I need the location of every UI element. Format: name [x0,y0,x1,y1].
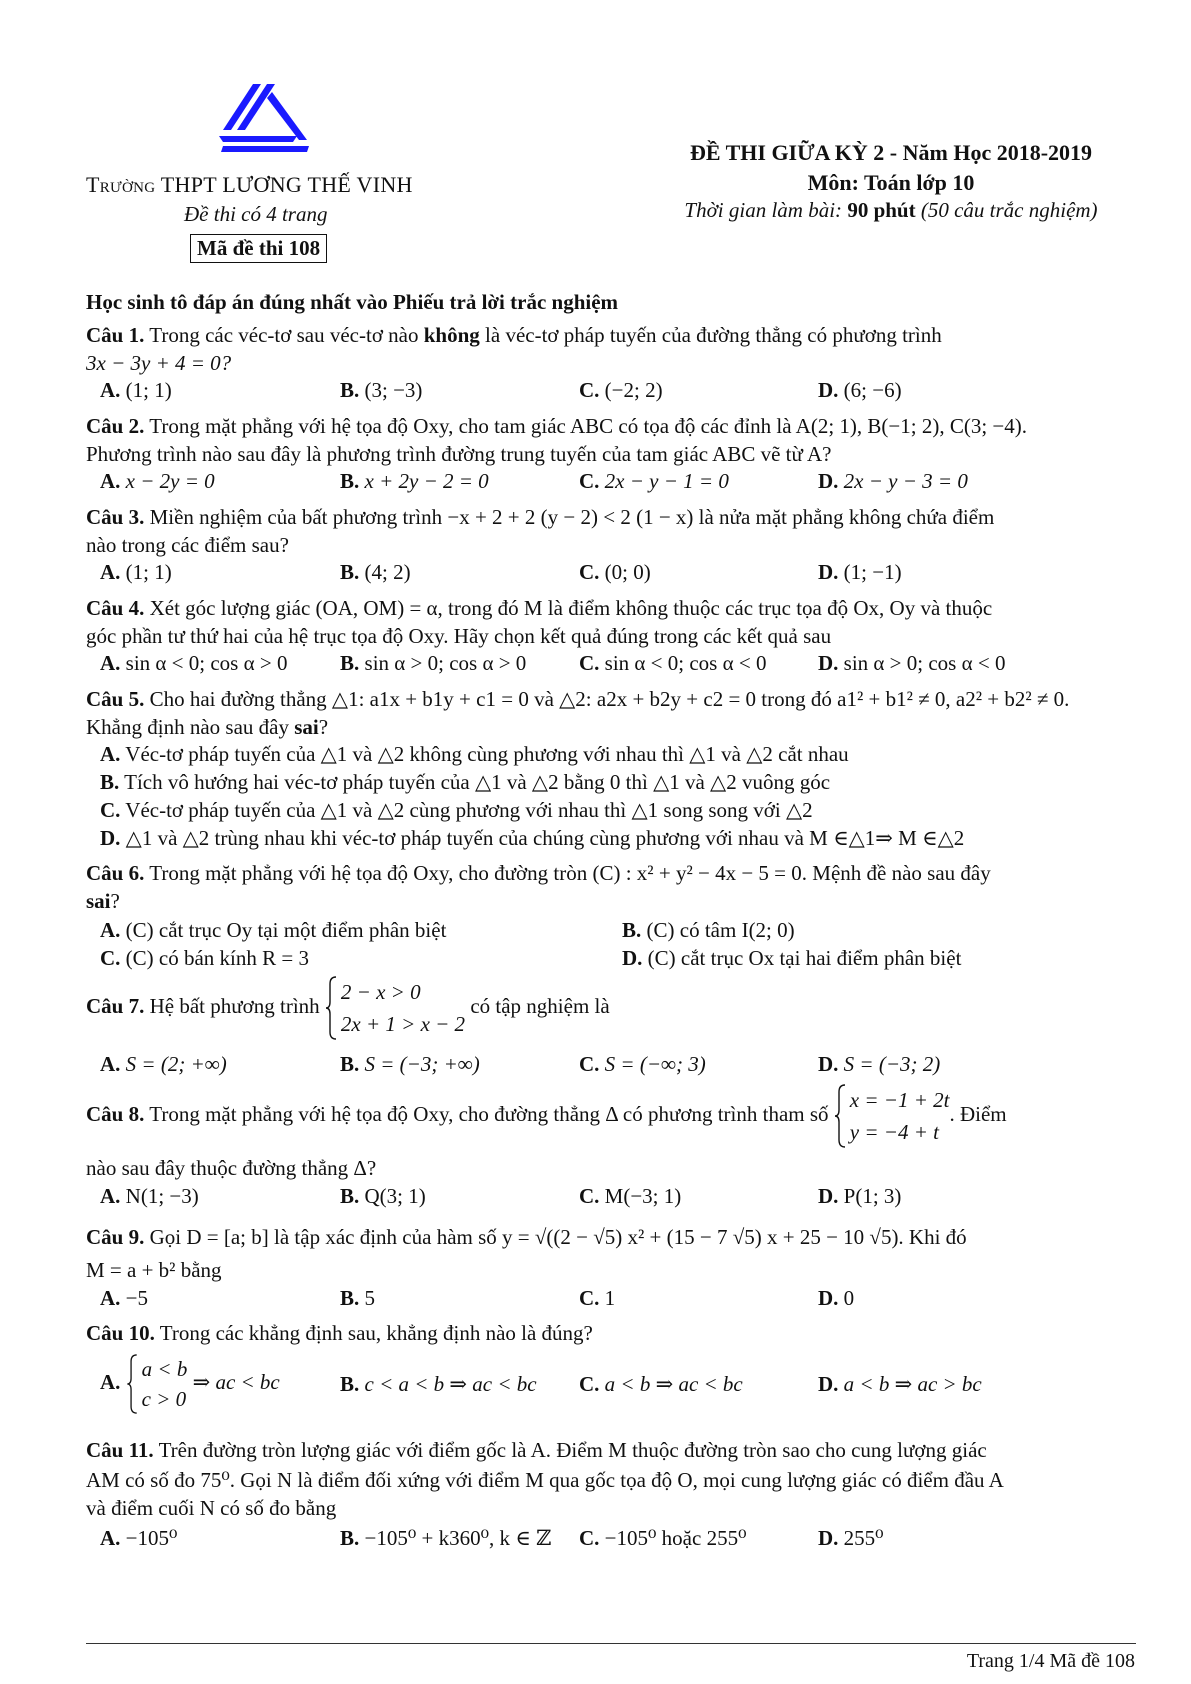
q4-options: A. sin α < 0; cos α > 0 B. sin α > 0; cos α > 0 C. sin α < 0; cos α < 0 D. sin α > 0; cos α < 0 [100,651,1006,675]
q4-text: Câu 4. Xét góc lượng giác (OA, OM) = α, trong đó M là điểm không thuộc các trục tọa độ Ox, Oy và thuộc [86,596,993,620]
brace-icon [834,1084,846,1148]
q9-text: Câu 9. Gọi D = [a; b] là tập xác định của hàm số y = √((2 − √5) x² + (15 − 7 √5) x + 25 − 10 √5). Khi đó [86,1225,967,1249]
q3-options: A. (1; 1) B. (4; 2) C. (0; 0) D. (1; −1) [100,560,902,584]
footer-divider [86,1643,1136,1644]
q6-options-1: A. (C) cắt trục Oy tại một điểm phân biệt B. (C) có tâm I(2; 0) [100,918,795,942]
q1-text: Câu 1. Trong các véc-tơ sau véc-tơ nào không là véc-tơ pháp tuyến của đường thẳng có phương trình [86,323,942,347]
q2-options: A. x − 2y = 0 B. x + 2y − 2 = 0 C. 2x − y − 1 = 0 D. 2x − y − 3 = 0 [100,469,968,493]
brace-icon [126,1354,138,1414]
q10-options: A. a < b c > 0 ⇒ ac < bc B. c < a < b ⇒ ac < bc C. a < b ⇒ ac < bc D. a < b ⇒ ac > bc [86,1354,1136,1424]
q3-text: Câu 3. Miền nghiệm của bất phương trình −x + 2 + 2 (y − 2) < 2 (1 − x) là nửa mặt phẳng không chứa điểm [86,505,995,529]
q9-options: A. −5 B. 5 C. 1 D. 0 [100,1286,855,1310]
q5-option-d: D. △1 và △2 trùng nhau khi véc-tơ pháp tuyến của chúng cùng phương với nhau và M ∈△1⇒ M ∈△2 [100,826,965,850]
q5-text: Câu 5. Cho hai đường thẳng △1: a1x + b1y + c1 = 0 và △2: a2x + b2y + c2 = 0 trong đó a1² + b1² ≠ 0, a2² + b2² ≠ 0. [86,687,1070,711]
exam-time: Thời gian làm bài: 90 phút (50 câu trắc nghiệm) [684,198,1098,222]
school-logo [219,84,311,152]
exam-title: ĐỀ THI GIỮA KỲ 2 - Năm Học 2018-2019 [689,140,1093,165]
q11-text: Câu 11. Trên đường tròn lượng giác với điểm gốc là A. Điểm M thuộc đường tròn sao cho cung lượng giác [86,1438,987,1462]
q6-text: Câu 6. Trong mặt phẳng với hệ tọa độ Oxy, cho đường tròn (C) : x² + y² − 4x − 5 = 0. Mệnh đề nào sau đây [86,861,991,885]
q11-options: A. −105⁰ B. −105⁰ + k360⁰, k ∈ ℤ C. −105⁰ hoặc 255⁰ D. 255⁰ [100,1526,884,1550]
page-count: Đề thi có 4 trang [184,202,328,226]
q5-option-b: B. Tích vô hướng hai véc-tơ pháp tuyến của △1 và △2 bằng 0 thì △1 và △2 vuông góc [100,770,831,794]
q6-text-2: sai? [86,889,120,913]
q1-options: A. (1; 1) B. (3; −3) C. (−2; 2) D. (6; −6) [100,378,902,402]
q3-text-2: nào trong các điểm sau? [86,533,289,557]
brace-icon [325,976,337,1040]
exam-subject: Môn: Toán lớp 10 [807,170,975,195]
q8-text: Câu 8. Trong mặt phẳng với hệ tọa độ Oxy, cho đường thẳng Δ có phương trình tham số x = −1 + 2t y = −4 + t. Điểm [86,1084,1136,1154]
q5-text-2: Khẳng định nào sau đây sai? [86,715,329,739]
page-footer: Trang 1/4 Mã đề 108 [966,1650,1135,1672]
q2-text: Câu 2. Trong mặt phẳng với hệ tọa độ Oxy, cho tam giác ABC có tọa độ các đỉnh là A(2; 1), B(−1; 2), C(3; −4). [86,414,1027,438]
q2-text-2: Phương trình nào sau đây là phương trình đường trung tuyến của tam giác ABC vẽ từ A? [86,442,832,466]
q10-text: Câu 10. Trong các khẳng định sau, khẳng định nào là đúng? [86,1321,593,1345]
exam-code: Mã đề thi 108 [190,234,327,263]
q8-options: A. N(1; −3) B. Q(3; 1) C. M(−3; 1) D. P(1; 3) [100,1184,902,1208]
q6-options-2: C. (C) có bán kính R = 3 D. (C) cắt trục Ox tại hai điểm phân biệt [100,946,962,970]
q1-equation: 3x − 3y + 4 = 0? [86,351,232,375]
q11-text-2: AM có số đo 75⁰. Gọi N là điểm đối xứng với điểm M qua gốc tọa độ O, mọi cung lượng giác có điểm đầu A [86,1468,1004,1492]
q7-options: A. S = (2; +∞) B. S = (−3; +∞) C. S = (−∞; 3) D. S = (−3; 2) [100,1052,941,1076]
q4-text-2: góc phần tư thứ hai của hệ trục tọa độ Oxy. Hãy chọn kết quả đúng trong các kết quả sau [86,624,832,648]
q9-text-2: M = a + b² bằng [86,1258,222,1282]
q5-option-c: C. Véc-tơ pháp tuyến của △1 và △2 cùng phương với nhau thì △1 song song với △2 [100,798,813,822]
q7-text: Câu 7. Hệ bất phương trình 2 − x > 0 2x + 1 > x − 2 có tập nghiệm là [86,976,1136,1046]
school-name: Trường THPT LƯƠNG THẾ VINH [86,172,413,197]
q5-option-a: A. Véc-tơ pháp tuyến của △1 và △2 không cùng phương với nhau thì △1 và △2 cắt nhau [100,742,849,766]
instruction: Học sinh tô đáp án đúng nhất vào Phiếu trả lời trắc nghiệm [86,290,619,314]
q8-text-2: nào sau đây thuộc đường thẳng Δ? [86,1156,377,1180]
q11-text-3: và điểm cuối N có số đo bằng [86,1496,337,1520]
